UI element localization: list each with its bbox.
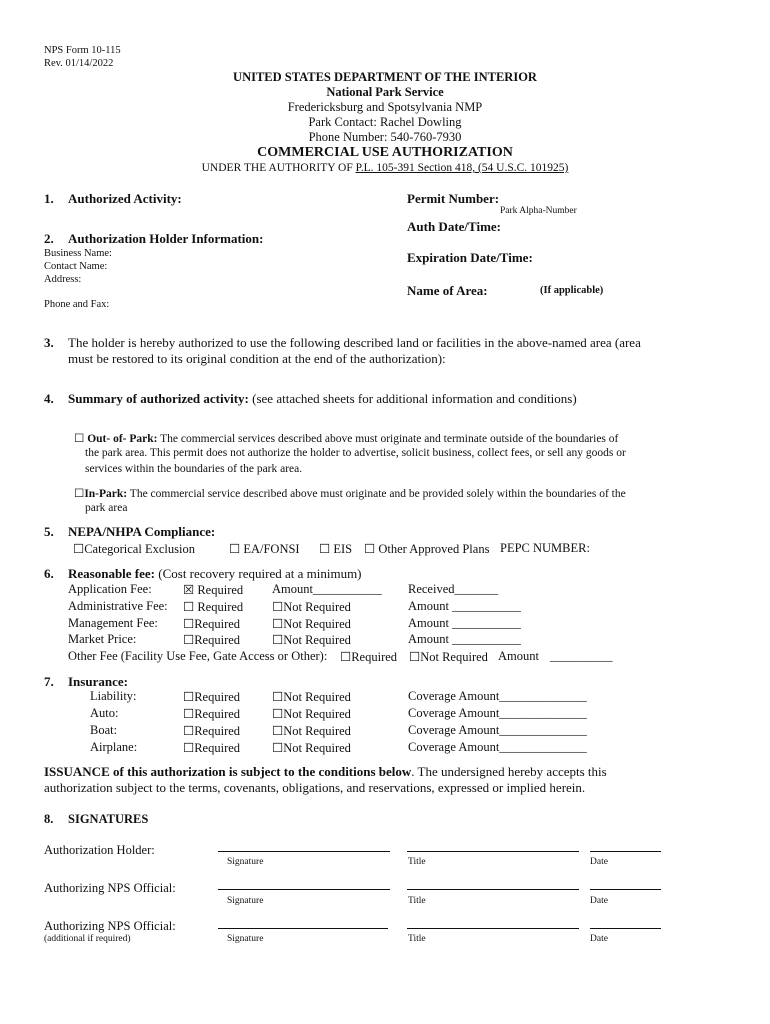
administrative-fee-amount[interactable]: Amount ___________ (408, 599, 521, 613)
liability-req-checkbox[interactable]: ☐ (183, 690, 195, 704)
authorized-activity-label: Authorized Activity: (68, 191, 182, 206)
other-fee-label: Other Fee (Facility Use Fee, Gate Access or Other): (68, 649, 328, 663)
eis-option[interactable] (319, 541, 352, 557)
in-park-checkbox[interactable]: ☐ (74, 488, 85, 500)
expiration-date-label: Expiration Date/Time: (407, 250, 533, 265)
park-name: Fredericksburg and Spotsylvania NMP (287, 100, 483, 114)
insurance-label: Insurance: (68, 674, 128, 689)
airplane-coverage[interactable]: Coverage Amount______________ (408, 740, 587, 754)
boat-not-required[interactable] (272, 723, 351, 739)
if-applicable-note: (If applicable) (540, 285, 604, 296)
market-price-req-checkbox[interactable]: ☐ (183, 633, 195, 647)
out-of-park-label: Out- of- Park: (87, 433, 158, 445)
required-label: Required (194, 741, 241, 755)
department-heading: UNITED STATES DEPARTMENT OF THE INTERIOR (233, 70, 537, 84)
official-date-line[interactable] (590, 889, 661, 890)
authority-line (0, 162, 770, 174)
official-signature-line[interactable] (218, 889, 390, 890)
not-required-label: Not Required (283, 617, 351, 631)
required-label: Required (351, 650, 398, 664)
nps-official-label: Authorizing NPS Official: (44, 881, 176, 895)
section-7-number: 7. (44, 674, 54, 689)
liability-coverage[interactable]: Coverage Amount______________ (408, 689, 587, 703)
other-fee-amount-label: Amount (498, 649, 539, 663)
section-4-number: 4. (44, 391, 54, 406)
out-of-park-text-3: services within the boundaries of the park area. (85, 463, 303, 475)
in-park-text-1: The commercial service described above must originate and be provided solely within the boundaries of the (127, 488, 626, 500)
airplane-notreq-checkbox[interactable]: ☐ (272, 741, 284, 755)
park-alpha-number-label: Park Alpha-Number (500, 206, 577, 216)
application-fee-checkbox[interactable]: ☒ (183, 583, 195, 597)
permit-number-label: Permit Number: (407, 191, 500, 206)
airplane-not-required[interactable] (272, 740, 351, 756)
management-fee-notreq-checkbox[interactable]: ☐ (272, 617, 284, 631)
additional-title-caption: Title (408, 934, 426, 944)
auto-req-checkbox[interactable]: ☐ (183, 707, 195, 721)
management-fee-label: Management Fee: (68, 616, 158, 630)
address-label: Address: (44, 274, 82, 285)
boat-label: Boat: (90, 723, 118, 737)
holder-date-caption: Date (590, 857, 608, 867)
page-title: COMMERCIAL USE AUTHORIZATION (257, 145, 513, 160)
section-8-number: 8. (44, 812, 54, 826)
airplane-req-checkbox[interactable]: ☐ (183, 741, 195, 755)
section-3-text-line1: The holder is hereby authorized to use the following described land or facilities in the above-named area (area (68, 335, 641, 350)
fee-label: Reasonable fee: (68, 566, 156, 581)
holder-info-label: Authorization Holder Information: (68, 231, 264, 246)
categorical-exclusion-option[interactable] (73, 541, 195, 557)
auth-date-label: Auth Date/Time: (407, 219, 502, 234)
not-required-label: Not Required (283, 633, 351, 647)
additional-date-line[interactable] (590, 928, 661, 929)
form-number: NPS Form 10-115 (44, 45, 121, 56)
issuance-line2: authorization subject to the terms, covenants, obligations, and reservations, expressed or implied herein. (44, 780, 586, 795)
not-required-label: Not Required (283, 690, 351, 704)
other-fee-not-required[interactable] (409, 649, 488, 665)
not-required-label: Not Required (283, 724, 351, 738)
application-fee-label: Application Fee: (68, 582, 152, 596)
area-name-label: Name of Area: (407, 283, 488, 298)
boat-req-checkbox[interactable]: ☐ (183, 724, 195, 738)
categorical-exclusion-checkbox[interactable]: ☐ (73, 542, 85, 556)
auto-required[interactable] (183, 706, 240, 722)
holder-signature-line[interactable] (218, 851, 390, 852)
official-signature-caption: Signature (227, 896, 264, 906)
administrative-fee-notreq-checkbox[interactable]: ☐ (272, 600, 284, 614)
additional-signature-line[interactable] (218, 928, 388, 929)
holder-date-line[interactable] (590, 851, 661, 852)
other-fee-notreq-checkbox[interactable]: ☐ (409, 650, 421, 664)
fee-note: (Cost recovery required at a minimum) (155, 566, 362, 581)
boat-coverage[interactable]: Coverage Amount______________ (408, 723, 587, 737)
application-fee-amount[interactable]: Amount___________ (272, 582, 382, 596)
additional-if-required-note: (additional if required) (44, 934, 131, 944)
holder-title-caption: Title (408, 857, 426, 867)
business-name-label: Business Name: (44, 248, 112, 259)
not-required-label: Not Required (283, 741, 351, 755)
market-price-not-required[interactable] (272, 632, 351, 648)
section-1-number: 1. (44, 191, 54, 206)
pepc-number-label: PEPC NUMBER: (500, 541, 590, 555)
ea-fonsi-option[interactable] (229, 541, 300, 557)
administrative-fee-not-required[interactable] (272, 599, 351, 615)
section-6-number: 6. (44, 566, 54, 581)
summary-note: (see attached sheets for additional information and conditions) (248, 391, 577, 406)
other-fee-req-checkbox[interactable]: ☐ (340, 650, 352, 664)
out-of-park-text-2: the park area. This permit does not authorize the holder to advertise, solicit business, collect fees, or sell any goods or (85, 447, 626, 459)
out-of-park-line1 (74, 431, 618, 445)
categorical-exclusion-label: Categorical Exclusion (84, 542, 195, 556)
issuance-line1 (44, 764, 607, 780)
authority-prefix: UNDER THE AUTHORITY OF (201, 162, 356, 174)
application-fee-required[interactable] (183, 582, 243, 598)
required-label: Required (194, 633, 241, 647)
issuance-rest: . The undersigned hereby accepts this (411, 764, 607, 779)
administrative-fee-req-checkbox[interactable]: ☐ (183, 600, 195, 614)
fee-heading (68, 566, 362, 582)
market-price-amount[interactable]: Amount ___________ (408, 632, 521, 646)
required-label: Required (194, 617, 241, 631)
official-date-caption: Date (590, 896, 608, 906)
not-required-label: Not Required (420, 650, 488, 664)
out-of-park-checkbox[interactable]: ☐ (74, 433, 85, 445)
required-label: Required (197, 600, 244, 614)
other-plans-option[interactable] (364, 541, 489, 557)
airplane-required[interactable] (183, 740, 240, 756)
additional-official-label: Authorizing NPS Official: (44, 919, 176, 933)
section-3-number: 3. (44, 335, 54, 350)
auto-not-required[interactable] (272, 706, 351, 722)
not-required-label: Not Required (283, 707, 351, 721)
form-revision: Rev. 01/14/2022 (44, 58, 114, 69)
liability-notreq-checkbox[interactable]: ☐ (272, 690, 284, 704)
required-label: Required (194, 724, 241, 738)
other-fee-required[interactable] (340, 649, 397, 665)
liability-not-required[interactable] (272, 689, 351, 705)
management-fee-required[interactable] (183, 616, 240, 632)
administrative-fee-label: Administrative Fee: (68, 599, 168, 613)
park-contact: Park Contact: Rachel Dowling (308, 115, 462, 129)
not-required-label: Not Required (283, 600, 351, 614)
other-plans-checkbox[interactable]: ☐ (364, 542, 376, 556)
summary-heading (68, 391, 577, 407)
park-phone: Phone Number: 540-760-7930 (308, 130, 462, 144)
required-label: Required (197, 583, 244, 597)
management-fee-amount[interactable]: Amount ___________ (408, 616, 521, 630)
required-label: Required (194, 707, 241, 721)
eis-checkbox[interactable]: ☐ (319, 542, 331, 556)
in-park-text-2: park area (85, 502, 128, 514)
authority-citation: P.L. 105-391 Section 418, (54 U.S.C. 101925) (355, 162, 569, 174)
section-5-number: 5. (44, 524, 54, 539)
application-fee-received[interactable]: Received_______ (408, 582, 499, 596)
eis-label: EIS (333, 542, 353, 556)
issuance-bold: ISSUANCE of this authorization is subject to the conditions below (44, 764, 412, 779)
liability-label: Liability: (90, 689, 137, 703)
boat-required[interactable] (183, 723, 240, 739)
auto-label: Auto: (90, 706, 119, 720)
official-title-caption: Title (408, 896, 426, 906)
management-fee-not-required[interactable] (272, 616, 351, 632)
additional-title-line[interactable] (407, 928, 579, 929)
additional-date-caption: Date (590, 934, 608, 944)
section-2-number: 2. (44, 231, 54, 246)
management-fee-req-checkbox[interactable]: ☐ (183, 617, 195, 631)
required-label: Required (194, 690, 241, 704)
service-heading: National Park Service (326, 85, 444, 99)
ea-fonsi-checkbox[interactable]: ☐ (229, 542, 241, 556)
administrative-fee-required[interactable] (183, 599, 243, 615)
authorization-holder-label: Authorization Holder: (44, 843, 155, 857)
contact-name-label: Contact Name: (44, 261, 108, 272)
official-title-line[interactable] (407, 889, 579, 890)
holder-signature-caption: Signature (227, 857, 264, 867)
in-park-label: In-Park: (84, 488, 128, 500)
airplane-label: Airplane: (90, 740, 138, 754)
auto-notreq-checkbox[interactable]: ☐ (272, 707, 284, 721)
ea-fonsi-label: EA/FONSI (243, 542, 300, 556)
auto-coverage[interactable]: Coverage Amount______________ (408, 706, 587, 720)
market-price-notreq-checkbox[interactable]: ☐ (272, 633, 284, 647)
other-fee-amount-blank[interactable]: __________ (550, 649, 613, 663)
boat-notreq-checkbox[interactable]: ☐ (272, 724, 284, 738)
additional-signature-caption: Signature (227, 934, 264, 944)
section-3-text-line2: must be restored to its original condition at the end of the authorization): (68, 351, 446, 366)
summary-label: Summary of authorized activity: (68, 391, 249, 406)
liability-required[interactable] (183, 689, 240, 705)
phone-fax-label: Phone and Fax: (44, 299, 110, 310)
out-of-park-text-1: The commercial services described above must originate and terminate outside of the boundaries of (157, 433, 619, 445)
other-plans-label: Other Approved Plans (378, 542, 490, 556)
holder-title-line[interactable] (407, 851, 579, 852)
in-park-line1 (74, 486, 626, 500)
nepa-label: NEPA/NHPA Compliance: (68, 524, 216, 539)
market-price-label: Market Price: (68, 632, 137, 646)
market-price-required[interactable] (183, 632, 240, 648)
signatures-heading: SIGNATURES (68, 812, 149, 826)
